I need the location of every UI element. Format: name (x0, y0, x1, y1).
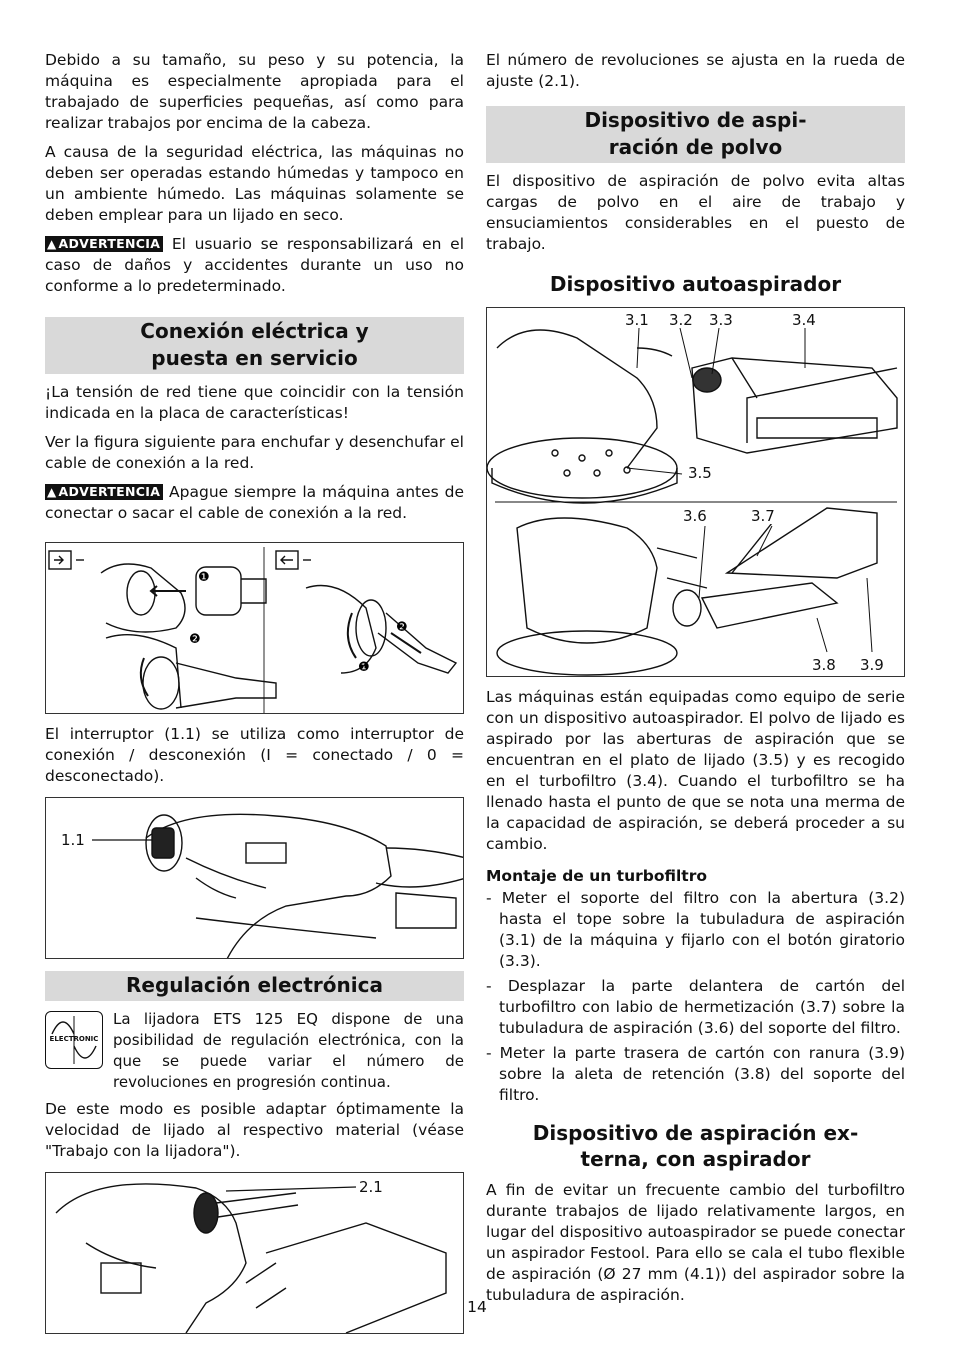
right-column (486, 50, 905, 1314)
heading-regulation (45, 971, 464, 1001)
heading-external-extraction (486, 1120, 905, 1172)
heading-dust-extraction (486, 106, 905, 163)
label-3-6: 3.6 (683, 507, 707, 525)
label-3-4: 3.4 (792, 311, 816, 329)
warning-paragraph (45, 234, 464, 297)
electronic-icon (45, 1011, 103, 1069)
label-2-1: 2.1 (359, 1178, 383, 1196)
heading-connection-line2: puesta en servicio (151, 346, 358, 370)
warning-badge-label: ADVERTENCIA (58, 484, 161, 499)
heading-self-extraction: Dispositivo autoaspirador (549, 272, 842, 296)
warning-text: El usuario se responsabilizará en el caso de daños y accidentes durante un uso no conforme a lo predeterminado. (45, 235, 464, 295)
label-3-2: 3.2 (669, 311, 693, 329)
heading-external-line2: terna, con aspirador (580, 1147, 811, 1171)
warning-icon: ▲ (47, 485, 57, 499)
intro-paragraph: Debido a su tamaño, su peso y su potencia, la máquina es especialmente apropiada para el trabajado de superficies pequeñas, así como para realizar trabajos por encima de la cabeza. (45, 51, 464, 132)
warning-badge (45, 236, 163, 252)
subheading-mount: Montaje de un turbofiltro (486, 867, 708, 885)
plug-paragraph: Ver la figura siguiente para enchufar y desenchufar el cable de conexión a la red. (45, 433, 464, 472)
heading-external-line1: Dispositivo de aspiración ex- (532, 1121, 859, 1145)
electronic-paragraph: La lijadora ETS 125 EQ dispone de una posibilidad de regulación electrónica, con la que se puede variar el número de revoluciones en progresión continua. (113, 1010, 464, 1091)
label-1-1: 1.1 (61, 831, 85, 849)
electronic-icon-label: ELECTRONIC (49, 1035, 99, 1043)
speed-paragraph: De este modo es posible adaptar óptimamente la velocidad de lijado al respectivo material (véase "Trabajo con la lijadora"). (45, 1100, 464, 1160)
label-3-8: 3.8 (812, 656, 836, 674)
label-3-5: 3.5 (688, 464, 712, 482)
heading-connection (45, 317, 464, 374)
figure-turbofilter (486, 307, 905, 677)
warning-badge (45, 484, 163, 500)
warning-paragraph-2 (45, 482, 464, 524)
electronic-block (45, 1009, 464, 1093)
plug-illustration (46, 543, 464, 714)
label-3-7: 3.7 (751, 507, 775, 525)
label-3-3: 3.3 (709, 311, 733, 329)
dust-paragraph: El dispositivo de aspiración de polvo evita altas cargas de polvo en el aire de trabajo y ensuciamientos considerables en el puesto de trabajo. (486, 172, 905, 253)
label-3-1: 3.1 (625, 311, 649, 329)
switch-illustration (46, 798, 464, 959)
heading-dust-line1: Dispositivo de aspi- (584, 108, 807, 132)
step-2-marker-right: ❷ (396, 620, 408, 635)
warning-icon: ▲ (47, 237, 57, 251)
figure-plug-connection (45, 542, 464, 714)
list-item: - Meter la parte trasera de cartón con ranura (3.9) sobre la aleta de retención (3.8) del soporte del filtro. (486, 1044, 905, 1104)
external-paragraph: A fin de evitar un frecuente cambio del turbofiltro durante trabajos de lijado relativamente largos, en lugar del dispositivo autoaspirador se puede conectar un aspirador Festool. Para ello se cala el tubo flexible de aspiración (Ø 27 mm (4.1)) del aspirador sobre la tubuladura de aspiración. (486, 1181, 905, 1304)
turbofilter-illustration (487, 308, 905, 677)
list-item: - Meter el soporte del filtro con la abertura (3.2) hasta el tope sobre la tubuladura de aspiración (3.1) de la máquina y fijarlo con el botón giratorio (3.3). (486, 889, 905, 970)
heading-regulation-text: Regulación electrónica (126, 973, 383, 997)
left-column (45, 50, 464, 1344)
label-3-9: 3.9 (860, 656, 884, 674)
step-1-marker: ❶ (198, 570, 210, 585)
voltage-paragraph: ¡La tensión de red tiene que coincidir con la tensión indicada en la placa de características! (45, 383, 464, 422)
turbofilter-paragraph: Las máquinas están equipadas como equipo de serie con un dispositivo autoaspirador. El polvo de lijado es aspirado por las aberturas de aspiración que se encuentran en el plato de lijado (3.5) y es recogido en el turbofiltro (3.4). Cuando el turbofiltro se ha llenado hasta el punto de que se nota una merma de la capacidad de aspiración, se deberá proceder a su cambio. (486, 688, 905, 853)
list-item: - Desplazar la parte delantera de cartón del turbofiltro con labio de hermetización (3.7) sobre la tubuladura de aspiración (3.6) del soporte del filtro. (486, 977, 905, 1037)
step-1-marker-right: ❶ (358, 660, 370, 675)
mount-steps-list (486, 888, 905, 1106)
page-number: 14 (467, 1298, 487, 1316)
heading-connection-line1: Conexión eléctrica y (140, 319, 369, 343)
switch-paragraph: El interruptor (1.1) se utiliza como interruptor de conexión / desconexión (I = conectado / 0 = desconectado). (45, 725, 464, 785)
figure-switch (45, 797, 464, 959)
warning-badge-label: ADVERTENCIA (58, 236, 161, 251)
warning-text: Apague siempre la máquina antes de conectar o sacar el cable de conexión a la red. (45, 483, 464, 522)
heading-dust-line2: ración de polvo (608, 135, 783, 159)
step-2-marker: ❷ (189, 632, 201, 647)
safety-paragraph: A causa de la seguridad eléctrica, las máquinas no deben ser operadas estando húmedas y tampoco en un ambiente húmedo. Las máquinas solamente se deben emplear para un lijado en seco. (45, 143, 464, 224)
speed-wheel-paragraph: El número de revoluciones se ajusta en la rueda de ajuste (2.1). (486, 51, 905, 90)
